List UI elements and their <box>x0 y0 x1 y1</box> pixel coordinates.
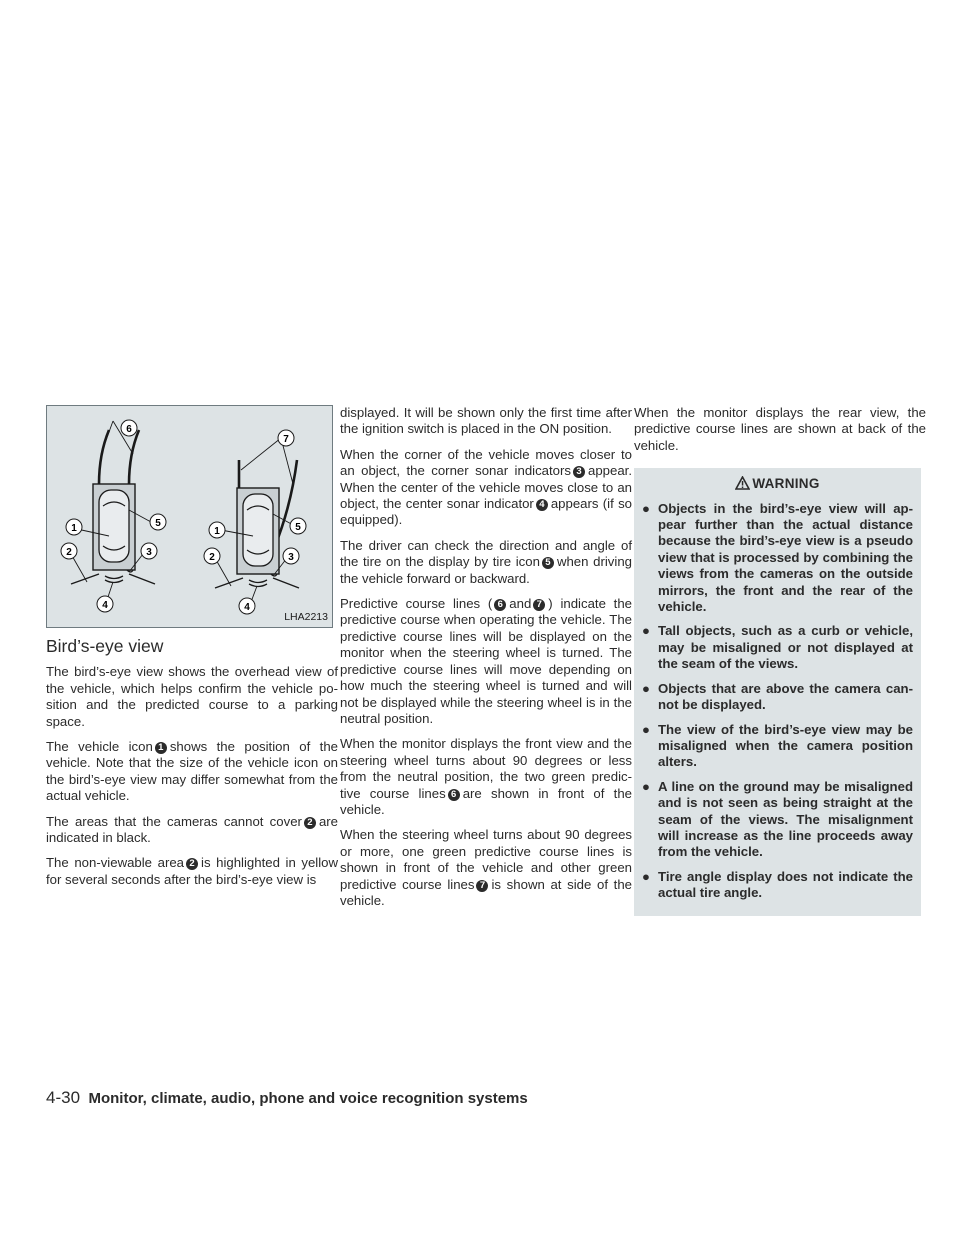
callout-number: 7 <box>533 599 545 611</box>
callout-number: 7 <box>476 880 488 892</box>
warning-item: ● Objects that are above the camera can- not be displayed. <box>642 680 913 713</box>
warning-item: ● A line on the ground may be misaligned and is not seen as being straight at the seam of the views. The misalignment will increase as the line proceeds away from the vehicle. <box>642 778 913 860</box>
callout-number: 4 <box>536 499 548 511</box>
bullet-icon: ● <box>642 500 650 516</box>
page-number: 4-30 <box>46 1088 81 1107</box>
col1-paragraph-1: The bird’s-eye view shows the overhead view of the vehicle, which helps confirm the vehicle po- sition and the predicted course to a parking space. <box>46 664 338 729</box>
svg-text:5: 5 <box>295 522 301 533</box>
warning-box <box>634 468 921 915</box>
col2-paragraph-5: When the monitor displays the front view and the steering wheel turns about 90 degrees or less from the neutral position, the two green predic- tive course lines 6 are shown in front of the vehicle. <box>340 736 632 817</box>
chapter-title: Monitor, climate, audio, phone and voice recognition systems <box>88 1090 528 1107</box>
warning-list <box>642 501 913 902</box>
warning-triangle-icon <box>735 476 750 490</box>
callout-number: 6 <box>494 599 506 611</box>
callout-number: 3 <box>573 466 585 478</box>
svg-text:3: 3 <box>146 547 152 558</box>
col2-paragraph-3: The driver can check the direction and angle of the tire on the display by tire icon 5 when driving the vehicle forward or backward. <box>340 537 632 586</box>
column-2 <box>340 405 632 918</box>
col1-paragraph-4: The non-viewable area 2 is highlighted in yellow for several seconds after the bird’s-eye view is <box>46 855 339 887</box>
vehicle-icon-left <box>99 490 129 562</box>
warning-item: ● Objects in the bird’s-eye view will ap- pear further than the actual distance because the bird’s-eye view is a pseudo view that is processed by combining the views from the cameras on the outside mirrors, the front and the rear of the vehicle. <box>642 500 913 615</box>
left-view-diagram <box>71 421 155 600</box>
col2-paragraph-2: When the corner of the vehicle moves closer to an object, the corner sonar indicators 3 appear. When the center of the vehicle moves close to an object, the center sonar indicator 4 appears (if so equipped). <box>340 446 632 528</box>
callout-number: 2 <box>304 817 316 829</box>
bullet-icon: ● <box>642 778 650 794</box>
column-3 <box>634 405 926 916</box>
warning-item: ● Tire angle display does not indicate the actual tire angle. <box>642 868 913 901</box>
column-1 <box>46 405 338 897</box>
col3-paragraph-1: When the monitor displays the rear view, the predictive course lines are shown at back of the vehicle. <box>634 405 926 453</box>
col2-paragraph-1: displayed. It will be shown only the first time after the ignition switch is placed in the ON position. <box>340 405 632 437</box>
callout-number: 1 <box>155 742 167 754</box>
birds-eye-figure <box>46 405 333 628</box>
svg-text:2: 2 <box>209 552 215 563</box>
warning-item: ● Tall objects, such as a curb or vehicle, may be misaligned or not displayed at the seam of the views. <box>642 623 913 672</box>
svg-text:7: 7 <box>283 434 289 445</box>
col2-paragraph-6: When the steering wheel turns about 90 degrees or more, one green predictive course lines is shown in front of the vehicle and other green predictive course lines 7 is shown at side of the vehicle. <box>340 827 632 908</box>
bullet-icon: ● <box>642 721 650 737</box>
svg-text:4: 4 <box>102 600 108 611</box>
figure-id: LHA2213 <box>284 610 328 623</box>
svg-text:6: 6 <box>126 424 132 435</box>
callout-number: 6 <box>448 789 460 801</box>
warning-item: ● The view of the bird’s-eye view may be misaligned when the camera position alters. <box>642 721 913 770</box>
page-footer <box>46 1088 528 1108</box>
svg-text:1: 1 <box>214 526 220 537</box>
svg-text:2: 2 <box>66 547 72 558</box>
callout-number: 2 <box>186 858 198 870</box>
bullet-icon: ● <box>642 680 650 696</box>
svg-text:1: 1 <box>71 523 77 534</box>
col2-paragraph-4: Predictive course lines ( 6 and 7 ) indicate the predictive course when operating the vehicle. The predictive course lines will be displayed on the monitor when the steering wheel is turned. The predictive course lines will move depending on how much the steering wheel is turned and will not be displayed while the steering wheel is in the neutral position. <box>340 596 632 726</box>
svg-text:4: 4 <box>244 602 250 613</box>
svg-text:3: 3 <box>288 552 294 563</box>
col1-paragraph-2: The vehicle icon 1 shows the position of the vehicle. Note that the size of the vehicle icon on the bird’s-eye view may differ somewhat from the actual vehicle. <box>46 739 338 804</box>
col1-paragraph-3: The areas that the cameras cannot cover 2 are indicated in black. <box>46 813 338 846</box>
right-view-diagram <box>215 438 299 602</box>
birds-eye-diagram <box>47 406 334 629</box>
predictive-line-left-b <box>129 430 139 484</box>
section-title: Bird’s-eye view <box>46 636 164 656</box>
warning-heading: WARNING <box>642 476 913 492</box>
predictive-line-left-a <box>99 430 109 484</box>
bullet-icon: ● <box>642 623 650 639</box>
vehicle-icon-right <box>243 494 273 566</box>
svg-text:5: 5 <box>155 518 161 529</box>
bullet-icon: ● <box>642 868 650 884</box>
callout-number: 5 <box>542 557 554 569</box>
